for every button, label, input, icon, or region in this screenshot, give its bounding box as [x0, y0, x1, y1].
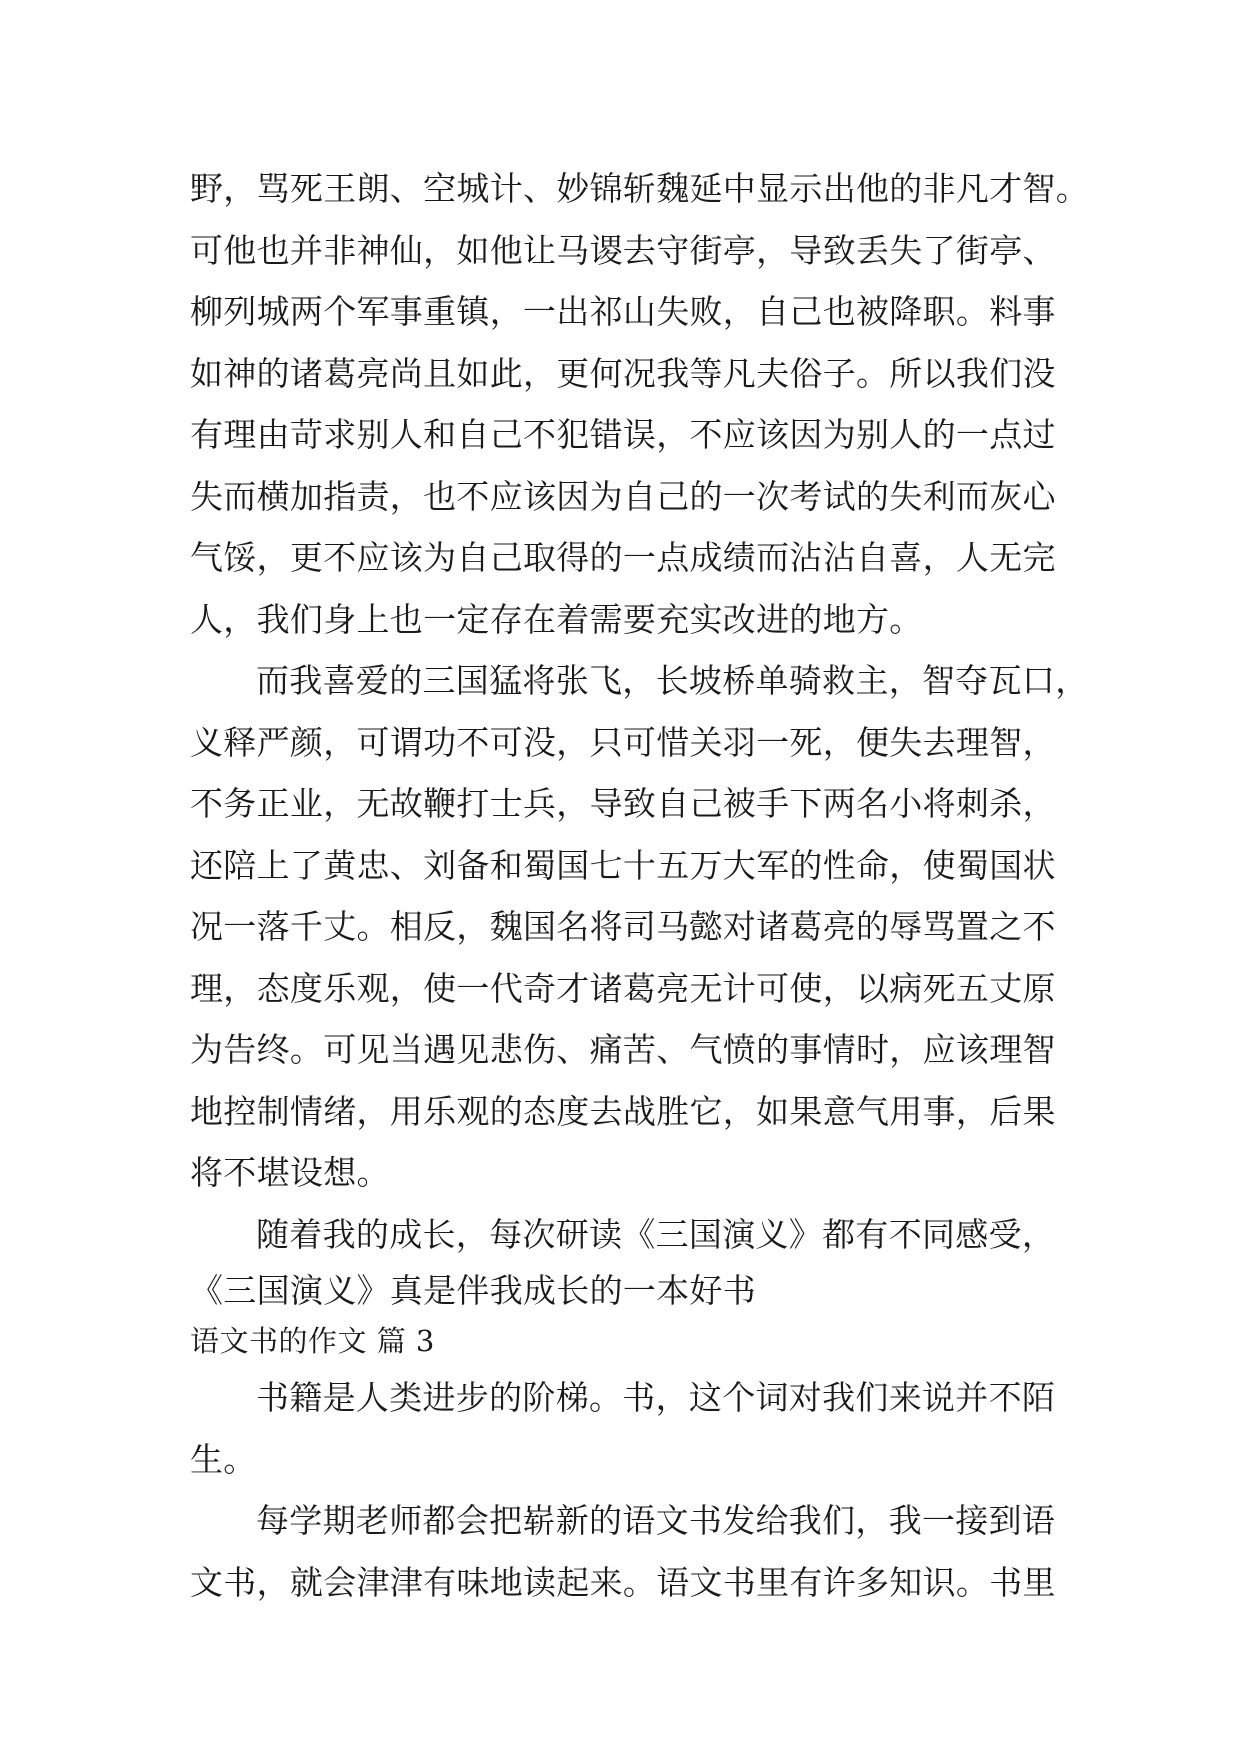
text-line: 理，态度乐观，使一代奇才诸葛亮无计可使，以病死五丈原	[190, 968, 1056, 1008]
text-line: 书籍是人类进步的阶梯。书，这个词对我们来说并不陌	[256, 1378, 1056, 1417]
text-line: 而我喜爱的三国猛将张飞，长坡桥单骑救主，智夺瓦口，	[256, 661, 1089, 700]
text-line: 可他也并非神仙，如他让马谡去守街亭，导致丢失了街亭、	[190, 230, 1056, 270]
text-line: 如神的诸葛亮尚且如此，更何况我等凡夫俗子。所以我们没	[190, 353, 1056, 393]
text-line: 况一落千丈。相反，魏国名将司马懿对诸葛亮的辱骂置之不	[190, 907, 1056, 946]
text-line: 气馁，更不应该为自己取得的一点成绩而沾沾自喜，人无完	[190, 538, 1056, 577]
text-line: 柳列城两个军事重镇，一出祁山失败，自己也被降职。料事	[190, 292, 1056, 331]
text-line: 文书，就会津津有味地读起来。语文书里有许多知识。书里	[190, 1562, 1056, 1602]
text-line: 生。	[190, 1439, 257, 1479]
text-line: 地控制情绪，用乐观的态度去战胜它，如果意气用事，后果	[190, 1091, 1056, 1131]
section-heading: 语文书的作文 篇 3	[190, 1324, 435, 1358]
text-line: 为告终。可见当遇见悲伤、痛苦、气愤的事情时，应该理智	[190, 1030, 1056, 1069]
text-line: 人，我们身上也一定存在着需要充实改进的地方。	[190, 599, 923, 639]
text-line: 每学期老师都会把崭新的语文书发给我们，我一接到语	[256, 1501, 1056, 1540]
text-line: 不务正业，无故鞭打士兵，导致自己被手下两名小将刺杀，	[190, 784, 1056, 823]
text-line: 失而横加指责，也不应该因为自己的一次考试的失利而灰心	[190, 476, 1056, 516]
text-line: 有理由苛求别人和自己不犯错误，不应该因为别人的一点过	[190, 415, 1056, 454]
text-line: 义释严颜，可谓功不可没，只可惜关羽一死，便失去理智，	[190, 722, 1056, 762]
text-line: 随着我的成长，每次研读《三国演义》都有不同感受，	[256, 1214, 1056, 1254]
text-line: 野，骂死王朗、空城计、妙锦斩魏延中显示出他的非凡才智。	[190, 169, 1090, 208]
essay-text	[190, 158, 1090, 1613]
text-line: 将不堪设想。	[190, 1153, 390, 1192]
text-line: 还陪上了黄忠、刘备和蜀国七十五万大军的性命，使蜀国状	[190, 845, 1056, 885]
text-line: 《三国演义》真是伴我成长的一本好书	[190, 1271, 757, 1310]
